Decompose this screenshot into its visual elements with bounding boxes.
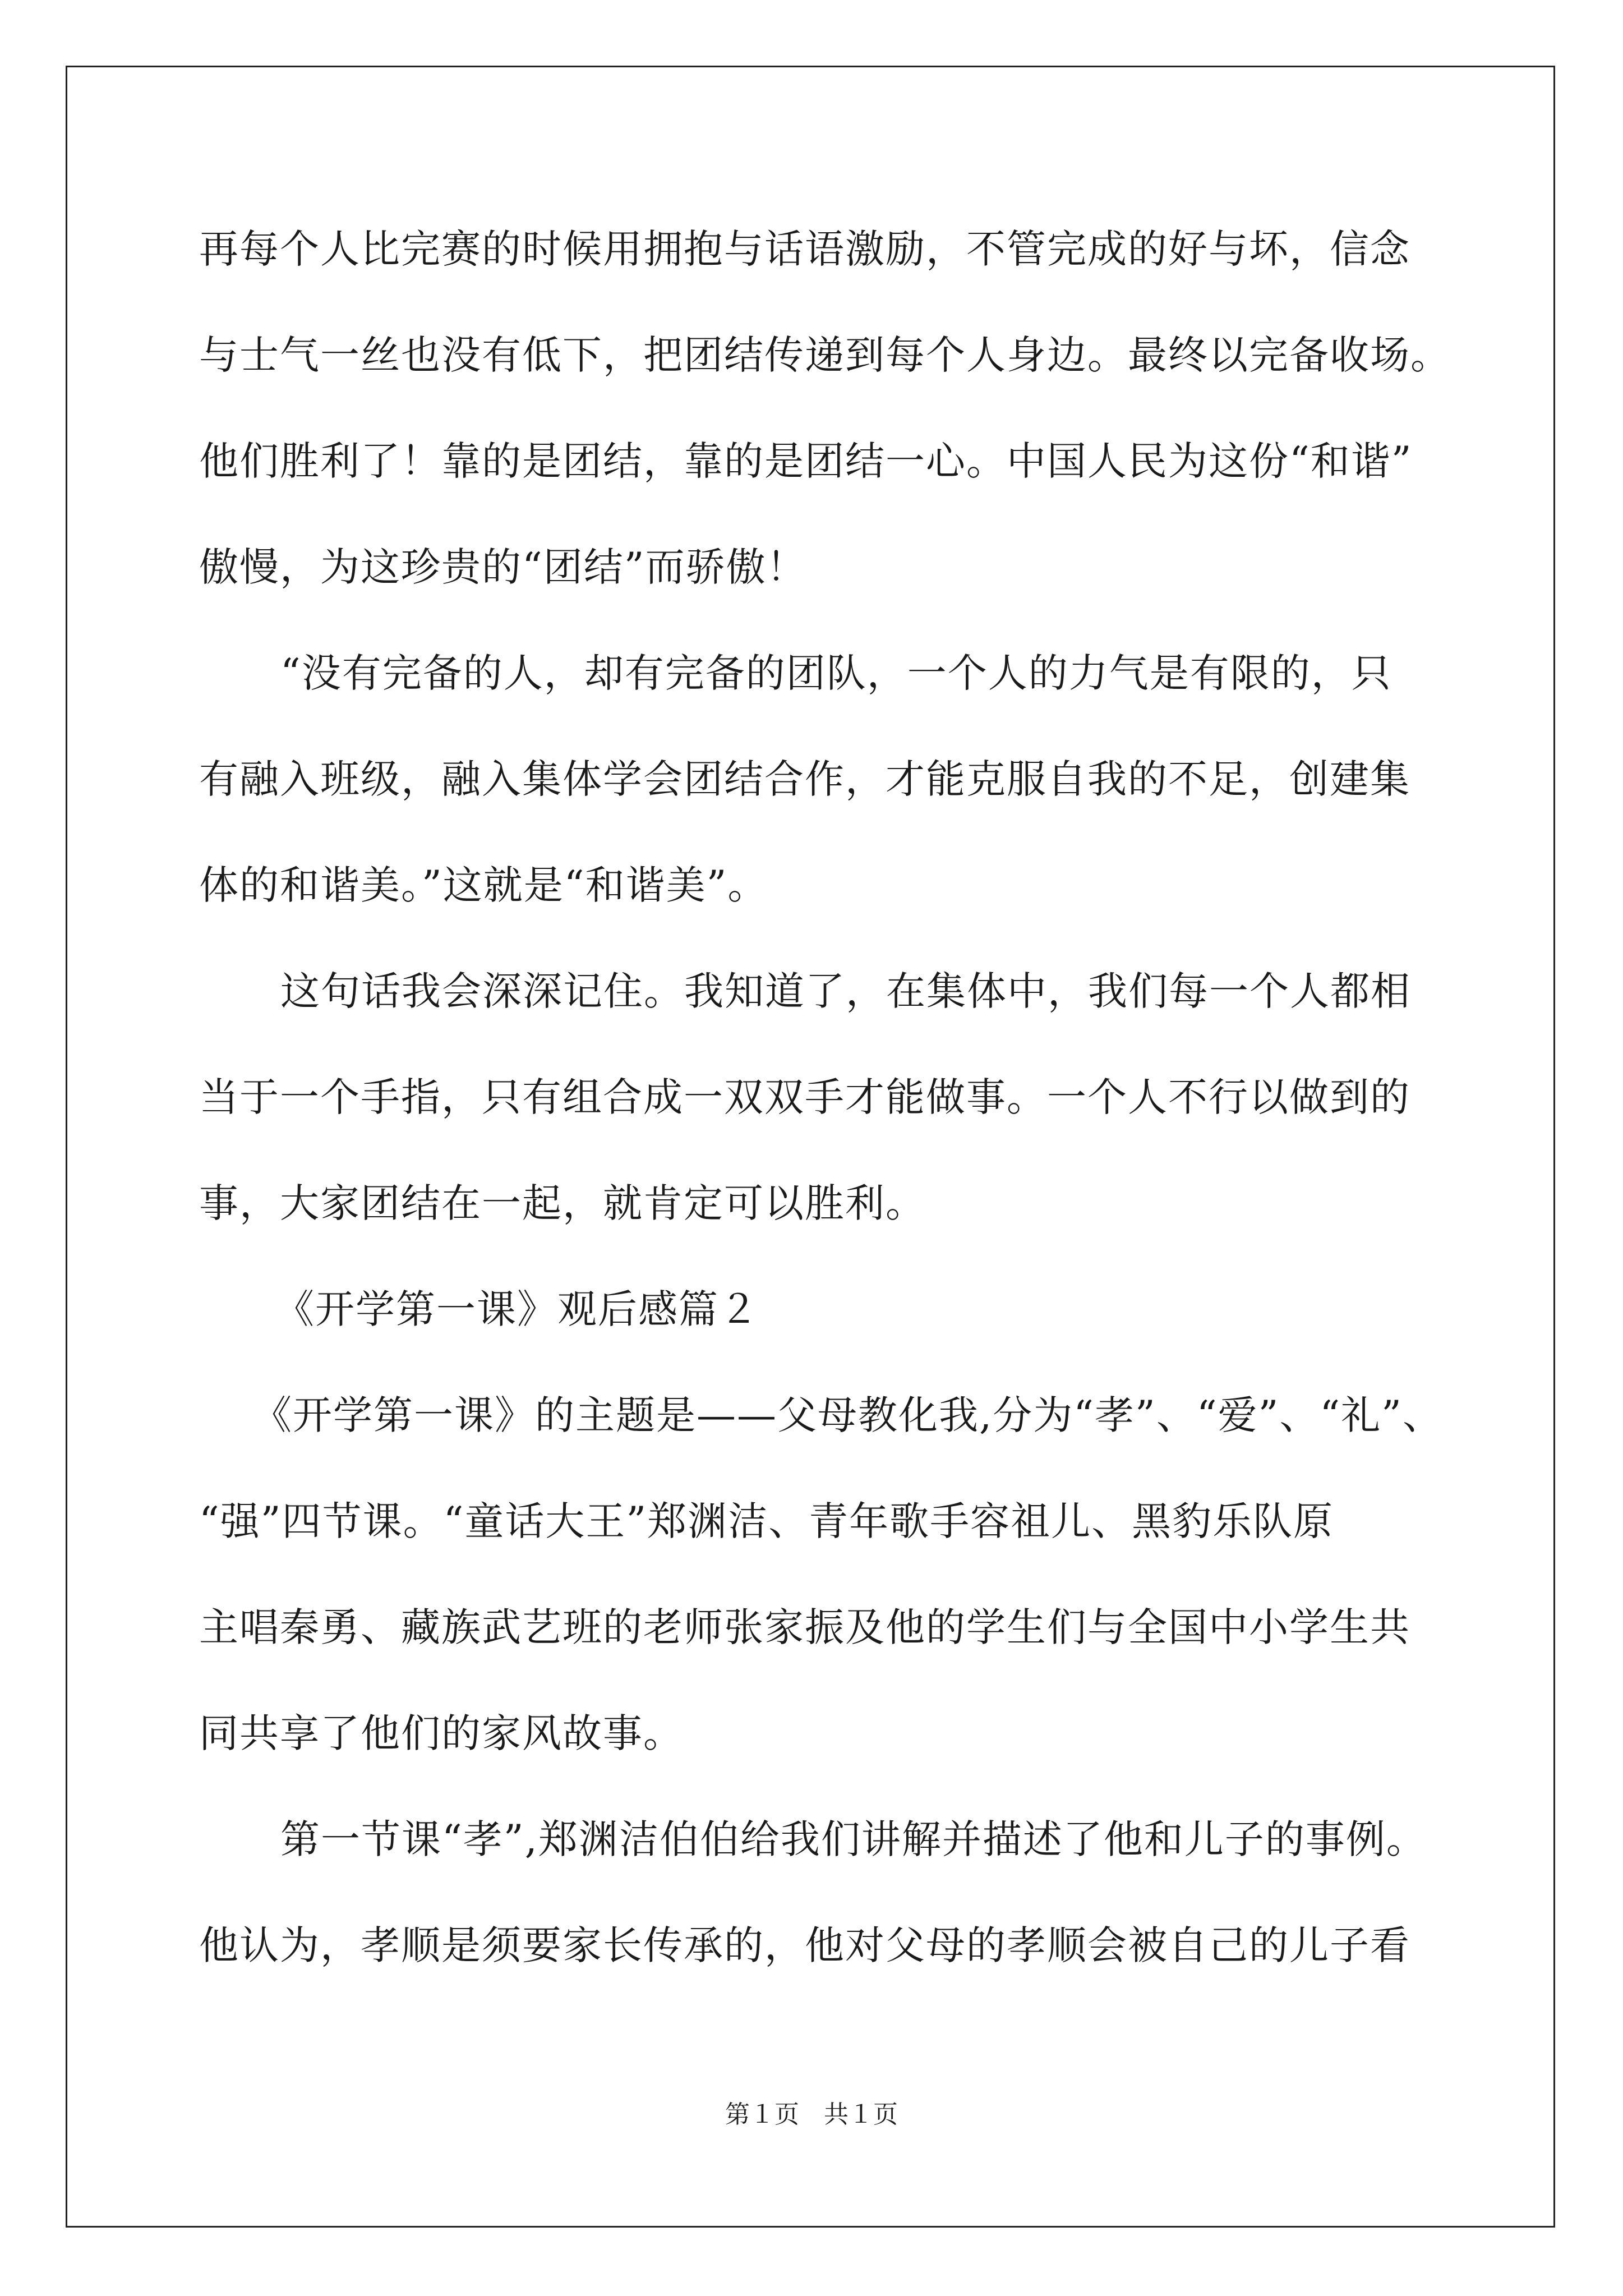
section-heading: 《开学第一课》观后感篇２ [275,1286,759,1332]
text-line: 他们胜利了！靠的是团结，靠的是团结一心。中国人民为这份“和谐” [199,438,1413,484]
text-line: 主唱秦勇、藏族武艺班的老师张家振及他的学生们与全国中小学生共 [199,1604,1410,1650]
text-line: 第一节课“孝”,郑渊洁伯伯给我们讲解并描述了他和儿子的事例。 [280,1816,1427,1862]
text-line: 有融入班级，融入集体学会团结合作，才能克服自我的不足，创建集 [199,756,1410,802]
page-footer: 第１页 共１页 [725,2100,898,2129]
text-line: 当于一个手指，只有组合成一双双手才能做事。一个人不行以做到的 [199,1074,1410,1120]
text-line: 体的和谐美。”这就是“和谐美”。 [199,862,768,908]
text-line: 再每个人比完赛的时候用拥抱与话语激励，不管完成的好与坏，信念 [199,226,1410,272]
text-line: 与士气一丝也没有低下，把团结传递到每个人身边。最终以完备收场。 [199,332,1451,378]
page-border [66,66,1555,2228]
text-line: “强”四节课。“童话大王”郑渊洁、青年歌手容祖儿、黑豹乐队原 [199,1498,1334,1544]
text-line: 傲慢，为这珍贵的“团结”而骄傲！ [199,544,807,590]
text-line: 《开学第一课》的主题是——父母教化我,分为“孝”、“爱”、“礼”、 [252,1392,1443,1438]
text-line: 这句话我会深深记住。我知道了，在集体中，我们每一个人都相 [280,968,1411,1014]
text-line: 事，大家团结在一起，就肯定可以胜利。 [199,1180,926,1226]
text-line: “没有完备的人，却有完备的团队，一个人的力气是有限的，只 [280,650,1392,696]
text-line: 同共享了他们的家风故事。 [199,1710,684,1756]
text-line: 他认为，孝顺是须要家长传承的，他对父母的孝顺会被自己的儿子看 [199,1922,1410,1968]
